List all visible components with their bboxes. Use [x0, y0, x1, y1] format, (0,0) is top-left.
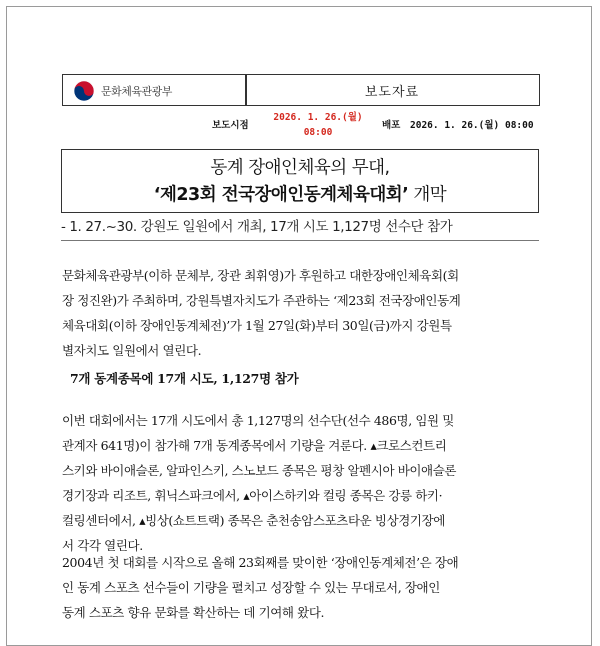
embargo-time	[268, 110, 368, 140]
ministry-name: 문화체육관광부	[101, 85, 172, 98]
paragraph-2	[62, 408, 542, 558]
paragraph-line: 체육대회(이하 장애인동계체전)’가 1월 27일(화)부터 30일(금)까지 강원특	[62, 318, 452, 333]
paragraph-line: 스키와 바이애슬론, 알파인스키, 스노보드 종목은 평창 알펜시아 바이애슬론	[62, 463, 457, 478]
subheadline: - 1. 27.~30. 강원도 일원에서 개최, 17개 시도 1,127명 선수단 참가	[61, 217, 539, 241]
headline-line-1: 동계 장애인체육의 무대,	[210, 158, 390, 178]
embargo-label: 보도시점	[212, 120, 249, 131]
press-release-header	[62, 74, 540, 106]
paragraph-line: 장 정진완)가 주최하며, 강원특별자치도가 주관하는 ‘제23회 전국장애인동계	[62, 293, 461, 308]
headline-suffix: 개막	[408, 185, 447, 205]
paragraph-line: 2004년 첫 대회를 시작으로 올해 23회째를 맞이한 ‘장애인동계체전’은 장애	[62, 555, 459, 570]
document-type-label: 보도자료	[364, 85, 420, 100]
headline-line-2	[62, 182, 538, 209]
paragraph-line: 컬링센터에서, ▴빙상(쇼트트랙) 종목은 춘천송암스포츠타운 빙상경기장에	[62, 513, 445, 528]
paragraph-line: 동계 스포츠 향유 문화를 확산하는 데 기여해 왔다.	[62, 605, 325, 620]
release-info-row	[0, 110, 600, 140]
paragraph-line: 이번 대회에서는 17개 시도에서 총 1,127명의 선수단(선수 486명, 임원 및	[62, 413, 454, 428]
paragraph-line: 인 동계 스포츠 선수들이 기량을 펼치고 성장할 수 있는 무대로서, 장애인	[62, 580, 440, 595]
paragraph-3	[62, 550, 542, 625]
paragraph-1	[62, 263, 542, 363]
paragraph-line: 서 각각 열린다.	[62, 538, 143, 553]
distribution-label: 배포	[382, 120, 401, 131]
paragraph-line: 문화체육관광부(이하 문체부, 장관 최휘영)가 후원하고 대한장애인체육회(회	[62, 268, 459, 283]
embargo-hour-text: 08:00	[303, 127, 333, 138]
headline-box	[61, 149, 539, 213]
paragraph-line: 경기장과 리조트, 휘닉스파크에서, ▴아이스하키와 컬링 종목은 강릉 하키·	[62, 488, 443, 503]
government-emblem-icon	[73, 80, 95, 102]
distribution-time: 2026. 1. 26.(월) 08:00	[410, 120, 534, 131]
event-name: ‘제23회 전국장애인동계체육대회’	[153, 185, 409, 205]
embargo-date-text: 2026. 1. 26.(월)	[273, 112, 363, 123]
paragraph-line: 별자치도 일원에서 열린다.	[62, 343, 202, 358]
paragraph-line: 관계자 641명)이 참가해 7개 동계종목에서 기량을 겨룬다. ▴크로스컨트리	[62, 438, 447, 453]
section-heading: 7개 동계종목에 17개 시도, 1,127명 참가	[70, 371, 299, 386]
